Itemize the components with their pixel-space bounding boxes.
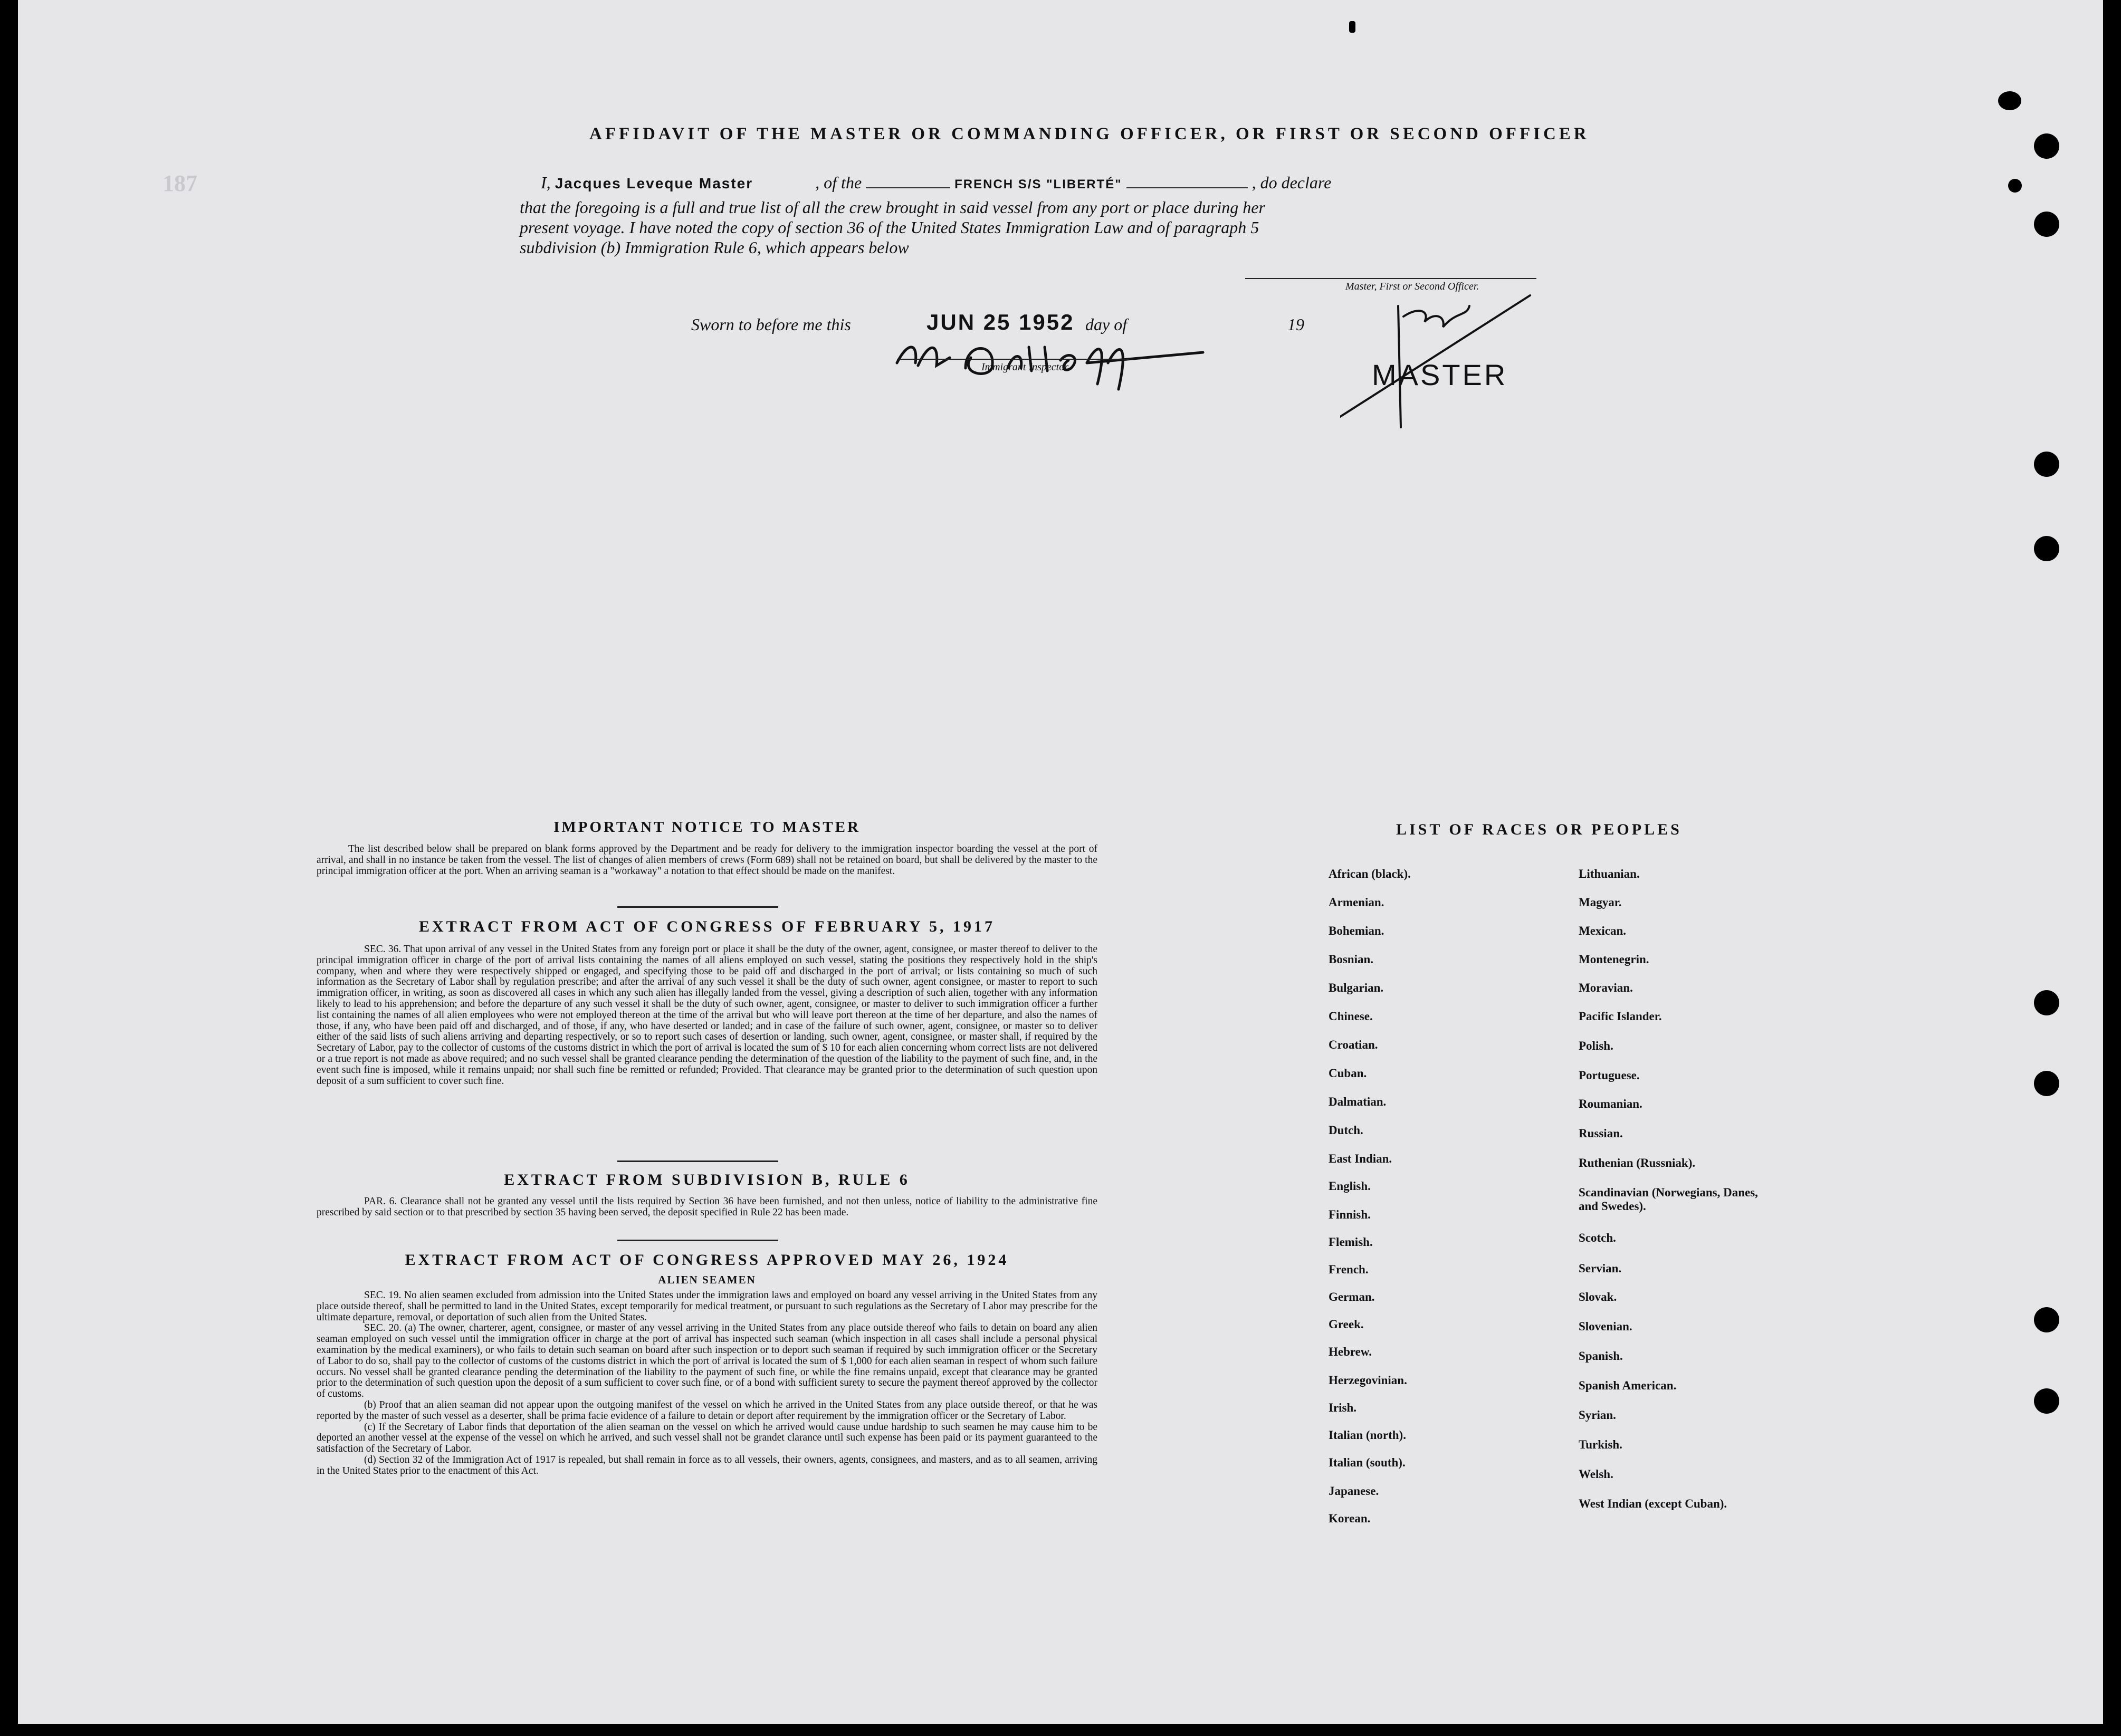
margin-number: 187 [163,170,197,196]
affidavit-declare: , do declare [1251,173,1332,192]
race-right: Pacific Islander. [1579,1010,1662,1023]
race-left: Dutch. [1329,1124,1363,1137]
race-left: Italian (south). [1329,1456,1406,1469]
punch-hole [1998,91,2021,110]
extract2-title: EXTRACT FROM SUBDIVISION B, RULE 6 [504,1171,910,1188]
race-right: Spanish. [1579,1349,1623,1363]
race-right: Welsh. [1579,1468,1613,1481]
race-left: Armenian. [1329,896,1384,909]
race-right: Spanish American. [1579,1379,1677,1392]
race-left: Hebrew. [1329,1345,1372,1358]
master-stamp: MASTER [1372,358,1508,391]
race-left: Herzegovinian. [1329,1374,1407,1387]
race-left: Bohemian. [1329,924,1384,937]
affidavit-line3: present voyage. I have noted the copy of section 36 of the United States Immigration Law and of paragraph 5 [520,218,1259,237]
officer-caption: Master, First or Second Officer. [1345,281,1479,292]
races-title: LIST OF RACES OR PEOPLES [1396,821,1682,838]
affidavit-title: AFFIDAVIT OF THE MASTER OR COMMANDING OFFICER, OR FIRST OR SECOND OFFICER [589,124,1590,143]
punch-hole [2034,212,2059,237]
race-right: Scandinavian (Norwegians, Danes, and Swedes). [1579,1186,1758,1213]
punch-hole [2034,133,2059,159]
race-right: Turkish. [1579,1438,1622,1451]
affidavit-line2: that the foregoing is a full and true list of all the crew brought in said vessel from any port or place during her [520,198,1265,217]
race-right: Mexican. [1579,924,1627,937]
race-right: Russian. [1579,1127,1623,1140]
day-of-text: day of [1085,315,1128,334]
punch-hole [2034,1071,2059,1096]
race-left: Italian (north). [1329,1428,1406,1442]
race-left: Greek. [1329,1318,1364,1331]
extract3-para: (b) Proof that an alien seaman did not appear upon the outgoing manifest of the vessel on which he arrived in the United States from any place outside thereof, or that he was reported by the master of such vessel as a deserter, shall be prima facie evidence of a failure to detain or deport after requirement by the immigration officer or the Secretary of Labor. [317,1399,1097,1422]
punch-hole [2034,990,2059,1015]
extract2-body: PAR. 6. Clearance shall not be granted any vessel until the lists required by Section 36 have been furnished, and not then unless, notice of liability to the administrative fine prescribed by said section or to that prescribed by section 35 having been served, the deposit specified in Rule 22 has been made. [317,1196,1097,1218]
punch-hole [2008,179,2022,193]
race-right: Ruthenian (Russniak). [1579,1156,1696,1169]
race-left: African (black). [1329,867,1411,880]
inspector-caption: Immigrant Inspector. [981,361,1070,373]
race-left: German. [1329,1290,1375,1303]
extract1-body: SEC. 36. That upon arrival of any vessel in the United States from any foreign port or place it shall be the duty of the owner, agent, consignee, or master thereof to deliver to the principal immigration officer in charge of the port of arrival lists containing the names of all aliens employed on such vessel, stating the positions they respectively hold in the ship's company, when and where they were respectively shipped or engaged, and specifying those to be paid off and discharged in the port of arrival; or lists containing so much of such information as the Secretary of Labor shall by regulation prescribe; and after the arrival of any such vessel it shall be the duty of such owner, agent consignee, or master to report to such immigration officer, in writing, as soon as discovered all cases in which any such alien has illegally landed from the vessel, giving a description of such alien, together with any information likely to lead to his apprehension; and before the departure of any such vessel it shall be the duty of such owner, agent, consignee, or master to deliver to such immigration officer a further list containing the names of all alien employees who were not employed thereon at the time of the arrival but who will leave port thereon at the time of her departure, and also the names of those, if any, who have been paid off and discharged, and of those, if any, who have deserted or landed; and in case of the failure of such owner, agent, consignee, or master so to deliver either of the said lists of such aliens arriving and departing respectively, or so to report such cases of desertion or landing, such owner, agent, consignee, or master shall, if required by the Secretary of Labor, pay to the collector of customs of the customs district in which the port of arrival is located the sum of $ 10 for each alien concerning whom correct lists are not delivered or a true report is not made as above required; and no such vessel shall be granted clearance pending the determination of the question of the liability to the payment of such fine, and, in the event such fine is imposed, while it remains unpaid; nor shall such fine be remitted or refunded; Provided. That clearance may be granted prior to the determination of such question upon deposit of a sum sufficient to cover such fine. [317,944,1097,1087]
race-left: East Indian. [1329,1152,1392,1165]
year-prefix: 19 [1287,315,1304,334]
race-right: Servian. [1579,1262,1622,1275]
inspector-signature-line [897,359,1129,360]
race-left: Japanese. [1329,1484,1379,1498]
divider [617,1240,778,1241]
race-right: Polish. [1579,1039,1613,1052]
race-right: Moravian. [1579,981,1633,994]
race-right: Montenegrin. [1579,953,1649,966]
race-right: Lithuanian. [1579,867,1640,880]
race-right: Slovak. [1579,1290,1617,1303]
race-left: French. [1329,1263,1369,1276]
punch-hole [2034,1307,2059,1332]
punch-hole [1349,21,1355,33]
blank-line [1126,187,1248,188]
extract3-title: EXTRACT FROM ACT OF CONGRESS APPROVED MAY 26, 1924 [405,1251,1009,1269]
extract3-para: (d) Section 32 of the Immigration Act of 1917 is repealed, but shall remain in force as to all vessels, their owners, agents, consignees, and masters, and as to all seamen, arriving in the United States prior to the enactment of this Act. [317,1454,1097,1476]
race-right: Portuguese. [1579,1069,1640,1082]
extract1-title: EXTRACT FROM ACT OF CONGRESS OF FEBRUARY 5, 1917 [418,918,996,935]
race-left: Cuban. [1329,1067,1367,1080]
punch-hole [2034,536,2059,561]
race-right: Magyar. [1579,896,1622,909]
race-right: Roumanian. [1579,1097,1642,1110]
affidavit-prefix: I, [541,173,551,192]
race-right: Scotch. [1579,1231,1616,1244]
sworn-text: Sworn to before me this [691,315,851,334]
race-right: Slovenian. [1579,1320,1632,1333]
race-left: Chinese. [1329,1010,1373,1023]
race-left: Irish. [1329,1401,1357,1414]
race-left: English. [1329,1179,1371,1193]
divider [617,1160,778,1162]
race-left: Finnish. [1329,1208,1371,1221]
master-name: Jacques Leveque Master [555,175,753,191]
divider [617,906,778,908]
affidavit-of-the: , of the [815,173,862,192]
extract3-subtitle: ALIEN SEAMEN [658,1273,756,1286]
extract3-para: (c) If the Secretary of Labor finds that deportation of the alien seaman on the vessel on which he arrived would cause undue hardship to such seamen he may cause him to be deported an another vessel at the expense of the vessel on which he arrived, and such vessel shall not be grandet clarance until such expense has been paid or its payment guaranteed to the satisfaction of the Secretary of Labor. [317,1421,1097,1455]
race-left: Dalmatian. [1329,1095,1387,1108]
race-left: Korean. [1329,1512,1371,1525]
vessel-name: FRENCH S/S "LIBERTÉ" [954,177,1122,191]
officer-signature-line [1245,278,1536,279]
race-left: Flemish. [1329,1235,1373,1249]
date-stamp: JUN 25 1952 [926,310,1075,334]
race-right: West Indian (except Cuban). [1579,1497,1727,1510]
race-left: Bosnian. [1329,953,1374,966]
punch-hole [2034,1388,2059,1414]
affidavit-line4: subdivision (b) Immigration Rule 6, which appears below [520,238,909,257]
race-left: Croatian. [1329,1038,1378,1051]
extract3-para: SEC. 19. No alien seamen excluded from admission into the United States under the immigration laws and employed on board any vessel arriving in the United States from any place outside thereof, shall be permitted to land in the United States, except temporarily for medical treatment, or pursuant to such regulations as the Secretary of Labor may prescribe for the ultimate departure, removal, or deportation of such alien from the United States. [317,1290,1097,1323]
punch-hole [2034,452,2059,477]
extract3-para: SEC. 20. (a) The owner, charterer, agent, consignee, or master of any vessel arriving in the United States from any place outside thereof who fails to detain on board any alien seaman employed on such vessel until the immigration officer in charge at the port of arrival has inspected such seaman (which inspection in all cases shall include a personal physical examination by the medical examiners), or who fails to detain such seaman on board after such inspection or to deport such seaman if required by such immigration officer or the Secretary of Labor to do so, shall pay to the collector of customs of the customs district in which the port of arrival is located the sum of $ 1,000 for each alien seaman in respect of whom such failure occurs. No vessel shall be granted clearance pending the determination of the liability to the payment of such fine, or while the fine remains unpaid, except that clearance may be granted prior to the determination of such question upon the deposit of a sum sufficient to cover such fine, or of a bond with sufficient surety to secure the payment thereof approved by the collector of customs. [317,1322,1097,1400]
notice-body: The list described below shall be prepared on blank forms approved by the Department and be ready for delivery to the immigration inspector boarding the vessel at the port of arrival, and shall in no instance be taken from the vessel. The list of changes of alien members of crews (Form 689) shall not be retained on board, but shall be delivered by the master to the principal immigration officer at the port. When an arriving seaman is a "workaway" a notation to that effect should be made on the manifest. [317,843,1097,877]
affidavit-line1 [541,173,1541,193]
extract3-body [317,1290,1097,1477]
inspector-signature [886,321,1235,395]
notice-title: IMPORTANT NOTICE TO MASTER [553,819,861,836]
blank-line [866,187,950,188]
race-left: Bulgarian. [1329,981,1384,994]
race-right: Syrian. [1579,1408,1616,1422]
